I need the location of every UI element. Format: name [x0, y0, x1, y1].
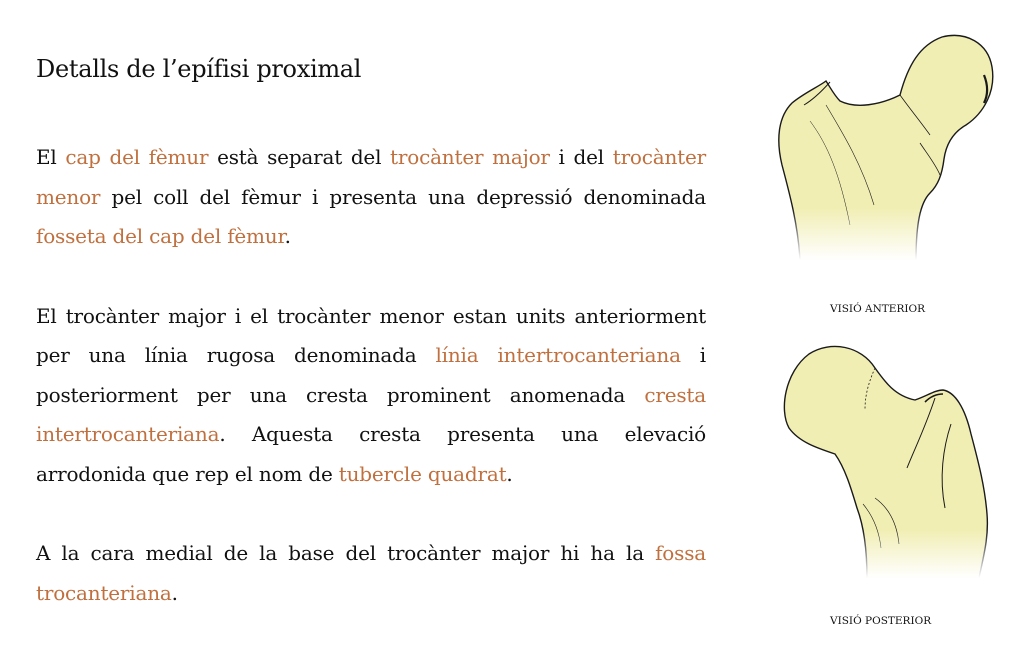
text-segment: .: [506, 461, 513, 486]
femur-posterior-illustration: [775, 338, 1005, 578]
paragraph-1: [36, 138, 706, 257]
anterior-view-caption: VISIÓ ANTERIOR: [830, 303, 926, 315]
anatomical-term: trocànter major: [390, 145, 550, 169]
anatomical-term: línia intertrocanteriana: [435, 343, 681, 367]
text-segment: està separat del: [208, 145, 391, 169]
paragraph-2: [36, 297, 706, 495]
article: [36, 50, 706, 653]
text-segment: .: [171, 580, 178, 605]
femur-anterior-illustration: [770, 25, 1000, 260]
anatomical-term: trocànter menor: [36, 145, 707, 209]
text-segment: i posteriorment per una cresta prominent anomenada: [36, 343, 707, 407]
text-segment: i del: [549, 145, 613, 169]
text-segment: pel coll del fèmur i presenta una depressió denominada: [100, 184, 706, 209]
text-segment: . Aquesta cresta presenta una elevació arrodonida que rep el nom de: [36, 422, 706, 486]
anatomical-term: fossa trocanteriana: [36, 541, 706, 605]
anatomical-term: tubercle quadrat: [338, 461, 507, 486]
page-title: Detalls de l’epífisi proximal: [36, 55, 362, 83]
text-segment: .: [284, 224, 291, 248]
anatomical-term: fosseta del cap del fèmur: [36, 224, 285, 248]
anatomical-term: cap del fèmur: [65, 145, 209, 169]
text-segment: El trocànter major i el trocànter menor estan units anteriorment per una línia rugosa denominada: [36, 303, 706, 367]
text-segment: El: [36, 145, 66, 169]
posterior-view-caption: VISIÓ POSTERIOR: [830, 615, 932, 627]
anatomical-term: cresta intertrocanteriana: [36, 382, 706, 446]
text-segment: A la cara medial de la base del trocànter major hi ha la: [36, 541, 656, 565]
paragraph-3: [36, 534, 706, 613]
